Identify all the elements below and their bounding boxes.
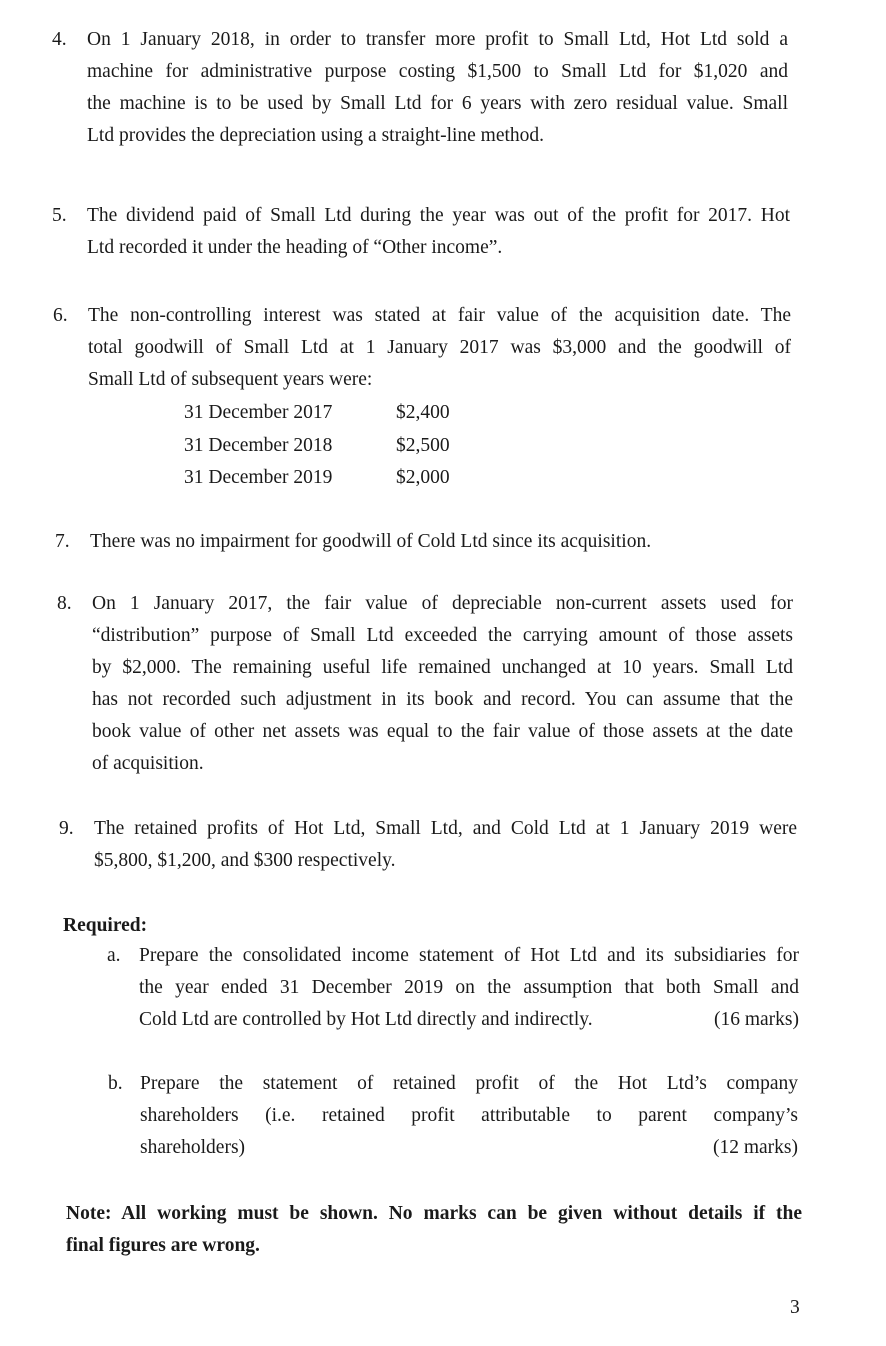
text-line xyxy=(140,1132,798,1164)
part-letter: a. xyxy=(107,945,121,966)
item-8 xyxy=(57,588,793,780)
text-line: shareholders (i.e. retained profit attributable to parent company’s xyxy=(140,1105,798,1126)
text-line: the year ended 31 December 2019 on the assumption that both Small and xyxy=(139,977,799,998)
item-7 xyxy=(55,526,793,558)
item-4 xyxy=(52,24,788,152)
required-part-b xyxy=(108,1068,798,1164)
marks: (16 marks) xyxy=(713,1009,799,1030)
text-line: “distribution” purpose of Small Ltd exceeded the carrying amount of those assets xyxy=(92,625,793,646)
item-number: 9. xyxy=(59,818,74,839)
goodwill-table xyxy=(184,397,504,495)
note xyxy=(66,1198,802,1262)
item-number: 7. xyxy=(55,531,70,552)
value-cell: $2,400 xyxy=(396,402,450,423)
text-line-content: shareholders) xyxy=(140,1137,246,1158)
required-heading: Required: xyxy=(63,915,148,936)
part-letter: b. xyxy=(108,1073,123,1094)
text-line: final figures are wrong. xyxy=(66,1235,260,1256)
text-line: has not recorded such adjustment in its book and record. You can assume that the xyxy=(92,689,793,710)
required-part-a xyxy=(107,940,799,1036)
value-cell: $2,500 xyxy=(396,434,450,456)
date-cell: 31 December 2019 xyxy=(184,467,333,488)
text-line: machine for administrative purpose costing $1,500 to Small Ltd for $1,020 and xyxy=(87,61,788,82)
text-line: total goodwill of Small Ltd at 1 January 2017 was $3,000 and the goodwill of xyxy=(88,337,791,358)
text-line: On 1 January 2018, in order to transfer more profit to Small Ltd, Hot Ltd sold a xyxy=(87,29,788,50)
item-number: 5. xyxy=(52,205,67,226)
text-line: Ltd recorded it under the heading of “Other income”. xyxy=(87,237,503,258)
text-line: The non-controlling interest was stated at fair value of the acquisition date. The xyxy=(88,305,791,326)
text-line: There was no impairment for goodwill of Cold Ltd since its acquisition. xyxy=(90,531,652,552)
table-row xyxy=(184,430,504,463)
item-number: 6. xyxy=(53,305,68,326)
item-6 xyxy=(53,300,791,488)
text-line: The retained profits of Hot Ltd, Small Ltd, and Cold Ltd at 1 January 2019 were xyxy=(94,818,797,839)
text-line: $5,800, $1,200, and $300 respectively. xyxy=(94,850,396,871)
date-cell: 31 December 2018 xyxy=(184,434,333,456)
text-line: by $2,000. The remaining useful life remained unchanged at 10 years. Small Ltd xyxy=(92,657,793,678)
text-line: Small Ltd of subsequent years were: xyxy=(88,369,373,390)
text-line: Ltd provides the depreciation using a straight-line method. xyxy=(87,125,545,146)
text-line-content: Cold Ltd are controlled by Hot Ltd directly and indirectly. xyxy=(139,1009,593,1030)
date-cell: 31 December 2017 xyxy=(184,402,333,423)
item-9 xyxy=(59,813,797,877)
table-row xyxy=(184,462,504,495)
item-number: 4. xyxy=(52,29,67,50)
text-line xyxy=(139,1004,799,1036)
text-line: On 1 January 2017, the fair value of depreciable non-current assets used for xyxy=(92,593,793,614)
item-5 xyxy=(52,200,790,264)
table-row xyxy=(184,397,504,430)
marks: (12 marks) xyxy=(712,1137,798,1158)
item-number: 8. xyxy=(57,593,72,614)
page-number: 3 xyxy=(790,1297,800,1318)
text-line: The dividend paid of Small Ltd during the year was out of the profit for 2017. Hot xyxy=(87,205,790,226)
text-line: Prepare the consolidated income statement of Hot Ltd and its subsidiaries for xyxy=(139,945,799,966)
text-line: Prepare the statement of retained profit of the Hot Ltd’s company xyxy=(140,1073,798,1094)
text-line: the machine is to be used by Small Ltd for 6 years with zero residual value. Small xyxy=(87,93,788,114)
text-line: book value of other net assets was equal to the fair value of those assets at the date xyxy=(92,721,793,742)
value-cell: $2,000 xyxy=(396,467,450,488)
text-line: Note: All working must be shown. No marks can be given without details if the xyxy=(66,1203,802,1224)
text-line: of acquisition. xyxy=(92,753,204,774)
